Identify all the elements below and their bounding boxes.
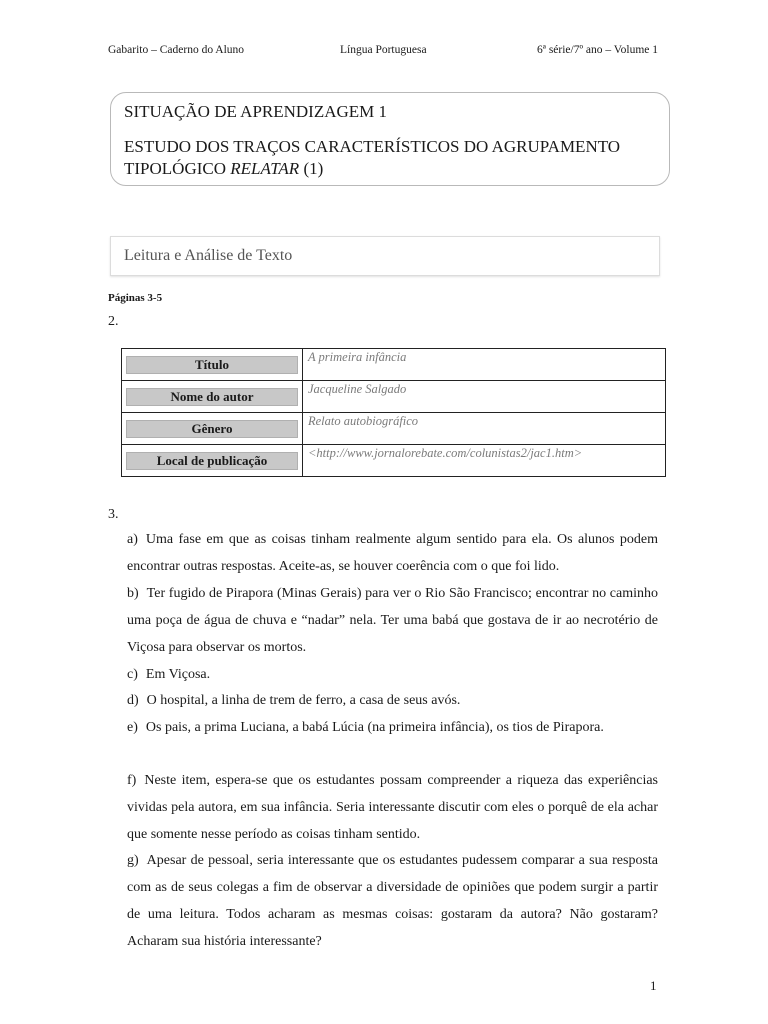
answer-c xyxy=(127,661,658,688)
info-table xyxy=(121,348,666,477)
answer-b-text: Ter fugido de Pirapora (Minas Gerais) para ver o Rio São Francisco; encontrar no caminho uma poça de água de chuva e “nadar” nela. Ter uma babá que gostava de ir ao necrotério de Viçosa para observar os mortos. xyxy=(127,586,658,655)
table-row xyxy=(122,445,666,477)
pages-reference: Páginas 3-5 xyxy=(108,292,163,304)
answer-g-text: Apesar de pessoal, seria interessante que os estudantes pudessem comparar a sua resposta com as de seus colegas a fim de observar a diversidade de opiniões que podem surgir a partir de uma leitura. Todos acharam as mesmas coisas: gostaram da autora? Não gostaram? Acharam sua história interessante? xyxy=(127,853,658,949)
answer-e-tag: e) xyxy=(127,720,138,735)
answer-f-text: Neste item, espera-se que os estudantes possam compreender a riqueza das experiências vividas pela autora, em sua infância. Seria interessante discutir com eles o porquê de ela achar que somente nesse período as coisas tinham sentido. xyxy=(127,773,658,842)
table-label-cell xyxy=(122,413,303,445)
table-value-cell xyxy=(303,413,666,445)
answer-a-text: Uma fase em que as coisas tinham realmente algum sentido para ela. Os alunos podem encontrar outras respostas. Aceite-as, se houver coerência com o que foi lido. xyxy=(127,532,658,574)
answer-c-text: Em Viçosa. xyxy=(145,667,211,682)
label-nome-autor: Nome do autor xyxy=(126,388,298,406)
answer-d-text: O hospital, a linha de trem de ferro, a casa de seus avós. xyxy=(146,693,461,708)
value-local-publicacao: <http://www.jornalorebate.com/colunistas2/jac1.htm> xyxy=(308,446,583,460)
situacao-subtitle-line1: ESTUDO DOS TRAÇOS CARACTERÍSTICOS DO AGRUPAMENTO xyxy=(124,137,621,156)
table-label-cell xyxy=(122,381,303,413)
page-number: 1 xyxy=(650,978,657,993)
label-titulo: Título xyxy=(126,356,298,374)
situacao-title: SITUAÇÃO DE APRENDIZAGEM 1 xyxy=(124,102,388,121)
header-center: Língua Portuguesa xyxy=(340,44,427,56)
value-genero: Relato autobiográfico xyxy=(308,414,419,428)
situacao-subtitle-line2 xyxy=(124,159,323,179)
situacao-line3-italic: RELATAR xyxy=(230,159,300,178)
table-label-cell xyxy=(122,445,303,477)
answer-f-tag: f) xyxy=(127,773,137,788)
answer-f xyxy=(127,767,658,848)
answer-a-tag: a) xyxy=(127,532,138,547)
table-label-cell xyxy=(122,349,303,381)
table-row xyxy=(122,413,666,445)
label-local-publicacao: Local de publicação xyxy=(126,452,298,470)
answer-a xyxy=(127,526,658,580)
section-title: Leitura e Análise de Texto xyxy=(124,247,293,264)
header-left: Gabarito – Caderno do Aluno xyxy=(108,44,245,56)
label-genero: Gênero xyxy=(126,420,298,438)
table-row xyxy=(122,349,666,381)
table-value-cell xyxy=(303,381,666,413)
answer-b-tag: b) xyxy=(127,586,139,601)
answer-b xyxy=(127,580,658,661)
answer-e-text: Os pais, a prima Luciana, a babá Lúcia (na primeira infância), os tios de Pirapora. xyxy=(145,720,604,735)
value-nome-autor: Jacqueline Salgado xyxy=(308,382,407,396)
answer-d xyxy=(127,687,658,714)
situacao-line3-suffix: (1) xyxy=(299,159,324,178)
question-3-number: 3. xyxy=(108,507,119,522)
answer-g-tag: g) xyxy=(127,853,139,868)
answer-e xyxy=(127,714,658,741)
question-2-number: 2. xyxy=(108,314,119,329)
answer-d-tag: d) xyxy=(127,693,139,708)
answer-g xyxy=(127,847,658,955)
table-value-cell xyxy=(303,445,666,477)
answer-c-tag: c) xyxy=(127,667,138,682)
header-right: 6ª série/7º ano – Volume 1 xyxy=(537,44,658,56)
table-value-cell xyxy=(303,349,666,381)
value-titulo: A primeira infância xyxy=(308,350,407,364)
table-row xyxy=(122,381,666,413)
situacao-line3-prefix: TIPOLÓGICO xyxy=(124,159,231,178)
